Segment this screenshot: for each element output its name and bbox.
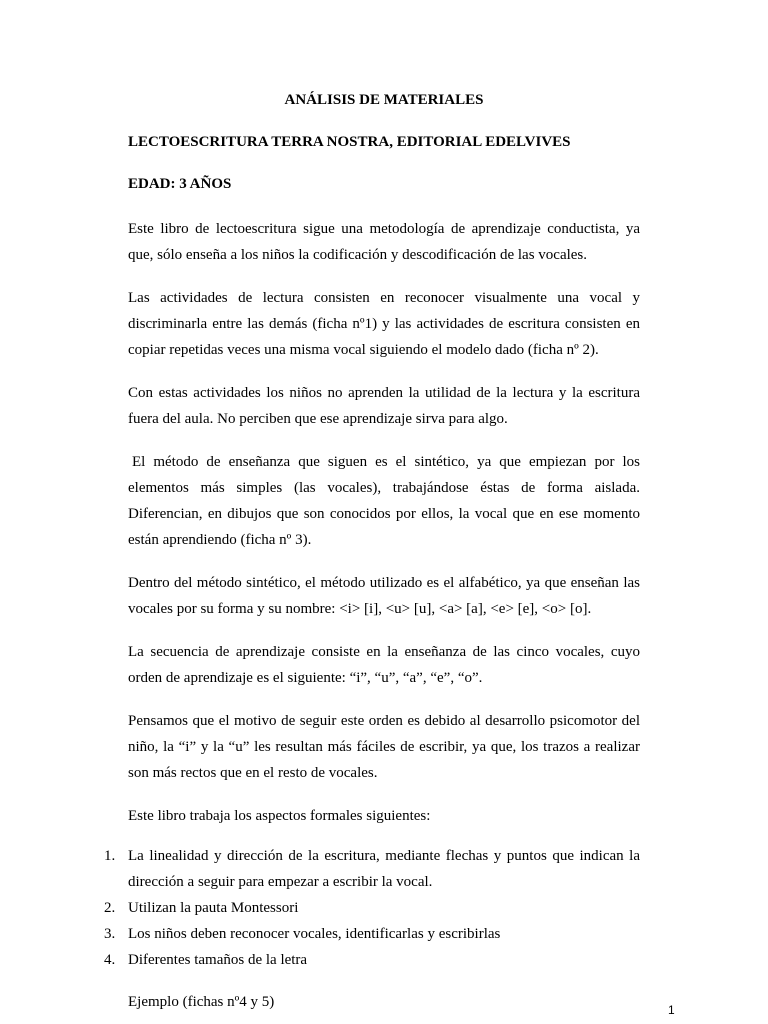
list-item xyxy=(104,843,640,895)
list-item-number: 1. xyxy=(104,848,116,864)
paragraph-7: Pensamos que el motivo de seguir este orden es debido al desarrollo psicomotor del niño, la “i” y la “u” les resultan más fáciles de escribir, ya que, los trazos a realizar son más rectos que en el resto de vocales. xyxy=(128,713,640,781)
list-item-number: 3. xyxy=(104,926,116,942)
paragraph-3: Con estas actividades los niños no aprenden la utilidad de la lectura y la escritura fuera del aula. No perciben que ese aprendizaje sirva para algo. xyxy=(128,385,640,427)
list-item xyxy=(104,921,640,947)
document-page xyxy=(104,90,640,1015)
paragraph-1: Este libro de lectoescritura sigue una metodología de aprendizaje conductista, ya que, sólo enseña a los niños la codificación y descodificación de las vocales. xyxy=(128,221,640,263)
list-item-text: La linealidad y dirección de la escritura, mediante flechas y puntos que indican la dirección a seguir para empezar a escribir la vocal. xyxy=(128,848,640,890)
paragraph-6: La secuencia de aprendizaje consiste en la enseñanza de las cinco vocales, cuyo orden de aprendizaje es el siguiente: “i”, “u”, “a”, “e”, “o”. xyxy=(128,644,640,686)
example-note: Ejemplo (fichas nº4 y 5) xyxy=(128,994,275,1010)
list-item xyxy=(104,947,640,973)
age-heading: EDAD: 3 AÑOS xyxy=(128,176,232,192)
page-number: 1 xyxy=(668,1003,675,1017)
list-item-text: Utilizan la pauta Montessori xyxy=(128,900,299,916)
formal-aspects-list xyxy=(104,843,640,973)
list-item-number: 2. xyxy=(104,900,116,916)
list-item-text: Diferentes tamaños de la letra xyxy=(128,952,308,968)
document-subtitle: LECTOESCRITURA TERRA NOSTRA, EDITORIAL EDELVIVES xyxy=(128,134,571,150)
list-item xyxy=(104,895,640,921)
list-item-text: Los niños deben reconocer vocales, identificarlas y escribirlas xyxy=(128,926,501,942)
paragraph-8: Este libro trabaja los aspectos formales siguientes: xyxy=(128,808,431,824)
paragraph-5: Dentro del método sintético, el método utilizado es el alfabético, ya que enseñan las vocales por su forma y su nombre: <i> [i], <u> [u], <a> [a], <e> [e], <o> [o]. xyxy=(128,575,640,617)
list-item-number: 4. xyxy=(104,952,116,968)
paragraph-4: El método de enseñanza que siguen es el sintético, ya que empiezan por los elementos más simples (las vocales), trabajándose éstas de forma aislada. Diferencian, en dibujos que son conocidos por ellos, la vocal que en ese momento están aprendiendo (ficha nº 3). xyxy=(128,454,640,548)
paragraph-2: Las actividades de lectura consisten en reconocer visualmente una vocal y discriminarla entre las demás (ficha nº1) y las actividades de escritura consisten en copiar repetidas veces una misma vocal siguiendo el modelo dado (ficha nº 2). xyxy=(128,290,640,358)
document-title: ANÁLISIS DE MATERIALES xyxy=(284,92,484,108)
